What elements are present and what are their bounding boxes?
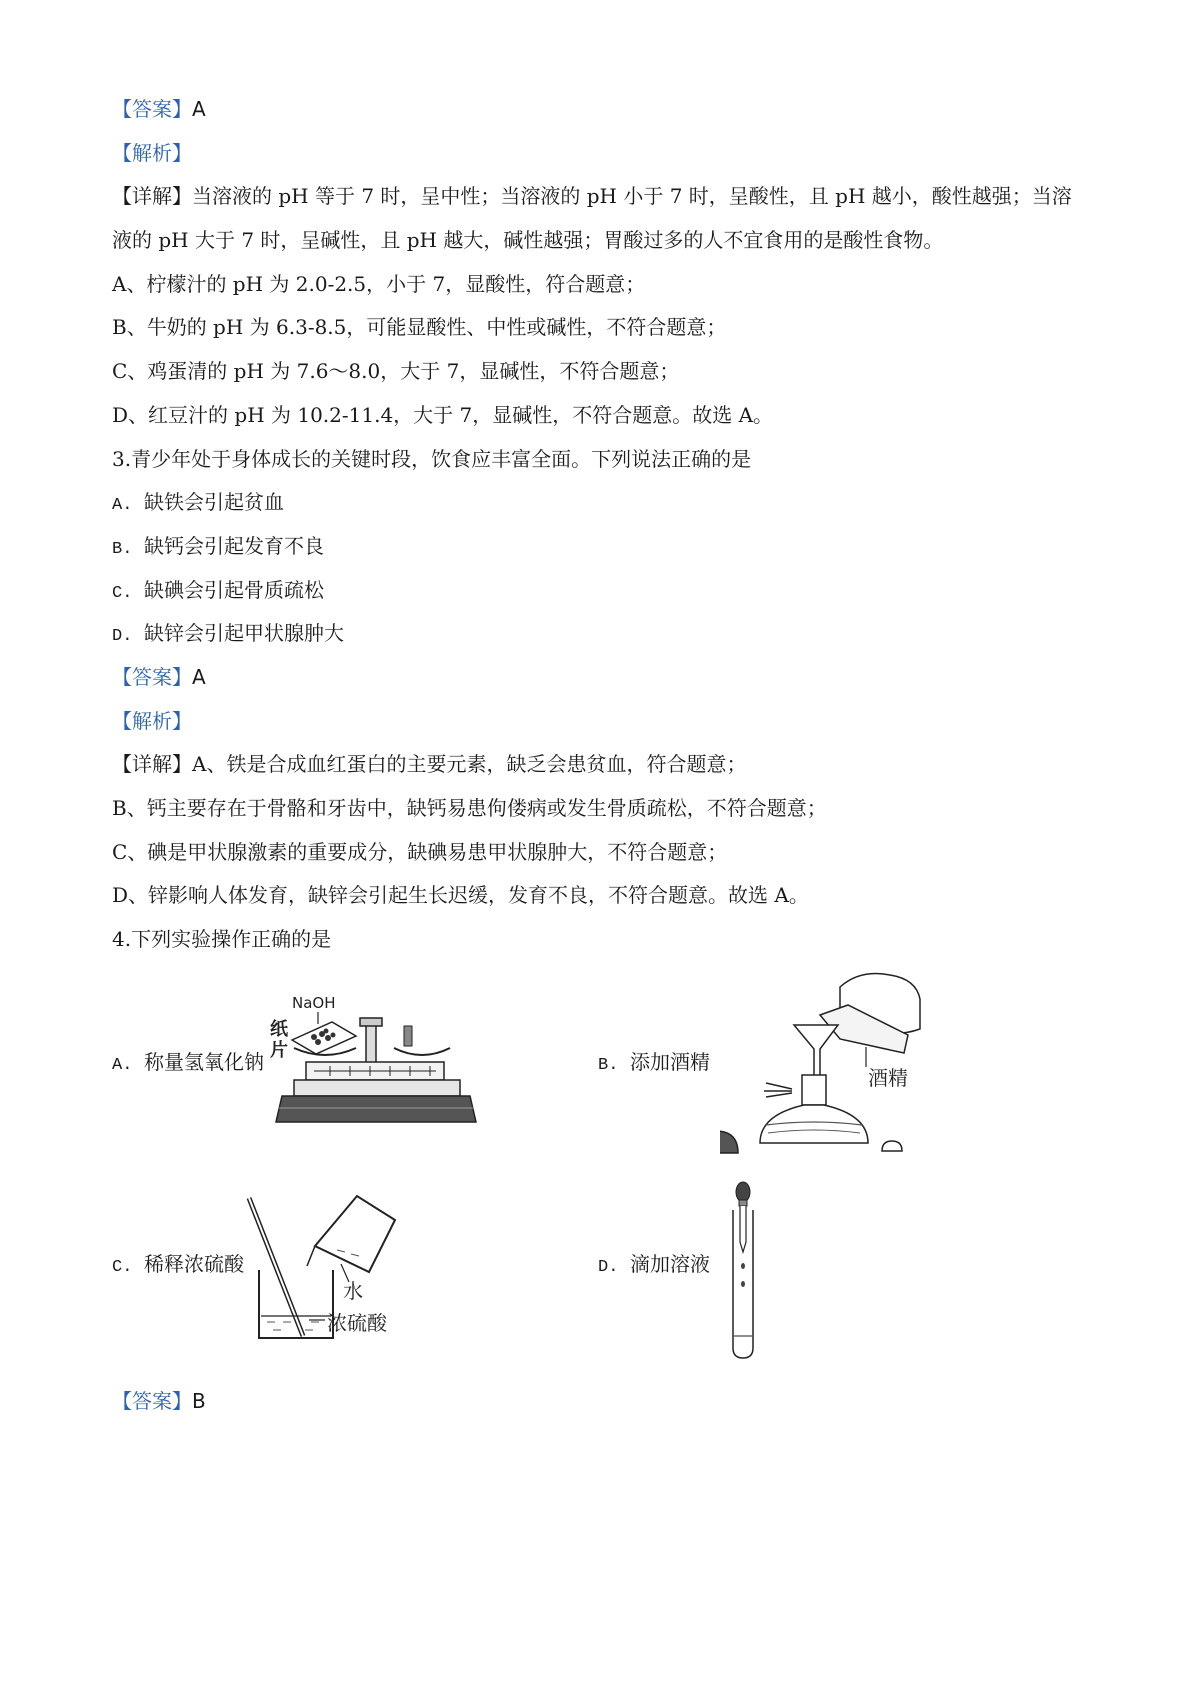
dilution-figure xyxy=(245,1190,475,1350)
q2-detail-text-1: 当溶液的 pH 等于 7 时，呈中性；当溶液的 pH 小于 7 时，呈酸性，且 pH 越小，酸性越强；当溶 xyxy=(192,184,1072,208)
pouring-beaker xyxy=(315,1196,395,1272)
q3-option-b xyxy=(112,533,324,563)
q4-option-c-letter: C. xyxy=(112,1258,133,1277)
q4-answer-value: B xyxy=(192,1389,206,1413)
lamp-neck xyxy=(802,1075,826,1105)
q2-option-d-analysis: D、红豆汁的 pH 为 10.2-11.4，大于 7，显碱性，不符合题意。故选 A。 xyxy=(112,403,774,427)
q3-stem: 3.青少年处于身体成长的关键时段，饮食应丰富全面。下列说法正确的是 xyxy=(112,447,752,471)
q2-analysis-heading xyxy=(112,140,192,166)
q3-answer xyxy=(112,664,206,690)
q3-option-a-text: 缺铁会引起贫血 xyxy=(144,490,284,514)
q2-detail-line-2: 液的 pH 大于 7 时，呈碱性，且 pH 越大，碱性越强；胃酸过多的人不宜食用的是酸性食物。 xyxy=(112,228,944,252)
q3-option-d xyxy=(112,620,344,650)
q3-option-c-text: 缺碘会引起骨质疏松 xyxy=(144,578,324,602)
detail-label: 【详解】 xyxy=(112,752,192,776)
answer-label: 【答案】 xyxy=(112,1389,192,1413)
q4-option-a xyxy=(112,1049,264,1079)
q4-option-c xyxy=(112,1251,244,1281)
q4-option-c-text: 稀释浓硫酸 xyxy=(144,1252,244,1276)
q2-answer xyxy=(112,96,206,122)
q4-option-a-text: 称量氢氧化钠 xyxy=(144,1050,264,1074)
balance-figure xyxy=(270,990,480,1130)
q3-option-a-letter: A. xyxy=(112,496,133,515)
q2-option-a-analysis: A、柠檬汁的 pH 为 2.0-2.5，小于 7，显酸性，符合题意； xyxy=(112,272,646,296)
q4-option-b xyxy=(598,1049,710,1079)
q2-answer-value: A xyxy=(192,97,206,121)
q4-option-a-letter: A. xyxy=(112,1056,133,1075)
detail-label: 【详解】 xyxy=(112,184,192,208)
dropper-tube xyxy=(740,1206,746,1252)
answer-label: 【答案】 xyxy=(112,665,192,689)
balance-base xyxy=(276,1096,476,1122)
q3-detail-line-1 xyxy=(112,751,746,777)
q4-option-b-letter: B. xyxy=(598,1056,619,1075)
q4-option-d xyxy=(598,1251,710,1281)
q3-option-a xyxy=(112,489,284,519)
analysis-label: 【解析】 xyxy=(112,709,192,733)
q3-detail-d: D、锌影响人体发育，缺锌会引起生长迟缓，发育不良，不符合题意。故选 A。 xyxy=(112,883,809,907)
paper-label-2: 片 xyxy=(270,1040,288,1061)
q4-option-d-text: 滴加溶液 xyxy=(630,1252,710,1276)
balance-base-top xyxy=(294,1080,460,1096)
lamp-cap-icon xyxy=(720,1131,738,1153)
weighing-paper xyxy=(292,1022,356,1054)
right-pan xyxy=(394,1048,450,1055)
water-label: 水 xyxy=(343,1279,363,1303)
analysis-label: 【解析】 xyxy=(112,141,192,165)
alcohol-label: 酒精 xyxy=(868,1066,908,1090)
q3-answer-value: A xyxy=(192,665,206,689)
q3-option-b-letter: B. xyxy=(112,540,133,559)
q2-option-c-analysis: C、鸡蛋清的 pH 为 7.6～8.0，大于 7，显碱性，不符合题意； xyxy=(112,359,680,383)
q3-option-d-letter: D. xyxy=(112,627,133,646)
q2-detail-line-1 xyxy=(112,183,1072,209)
conc-acid-label: 浓硫酸 xyxy=(327,1311,387,1335)
weight xyxy=(404,1026,412,1046)
q3-option-b-text: 缺钙会引起发育不良 xyxy=(144,534,324,558)
q3-option-c xyxy=(112,577,324,607)
q4-option-b-text: 添加酒精 xyxy=(630,1050,710,1074)
dropper-bulb xyxy=(736,1182,750,1202)
dropper-figure xyxy=(728,1180,758,1362)
q3-option-d-text: 缺锌会引起甲状腺肿大 xyxy=(144,621,344,645)
q4-option-d-letter: D. xyxy=(598,1258,619,1277)
q3-detail-c: C、碘是甲状腺激素的重要成分，缺碘易患甲状腺肿大，不符合题意； xyxy=(112,840,728,864)
q3-detail-a: A、铁是合成血红蛋白的主要元素，缺乏会患贫血，符合题意； xyxy=(192,752,747,776)
paper-label-1: 纸 xyxy=(270,1019,288,1040)
q3-analysis-heading xyxy=(112,708,192,734)
q3-option-c-letter: C. xyxy=(112,584,133,603)
q4-answer xyxy=(112,1388,206,1414)
q3-detail-b: B、钙主要存在于骨骼和牙齿中，缺钙易患佝偻病或发生骨质疏松，不符合题意； xyxy=(112,796,827,820)
q2-option-b-analysis: B、牛奶的 pH 为 6.3-8.5，可能显酸性、中性或碱性，不符合题意； xyxy=(112,315,727,339)
beaker xyxy=(259,1270,333,1338)
answer-label: 【答案】 xyxy=(112,97,192,121)
q4-stem: 4.下列实验操作正确的是 xyxy=(112,927,332,951)
naoh-label: NaOH xyxy=(292,994,336,1012)
alcohol-lamp-figure xyxy=(720,965,940,1165)
